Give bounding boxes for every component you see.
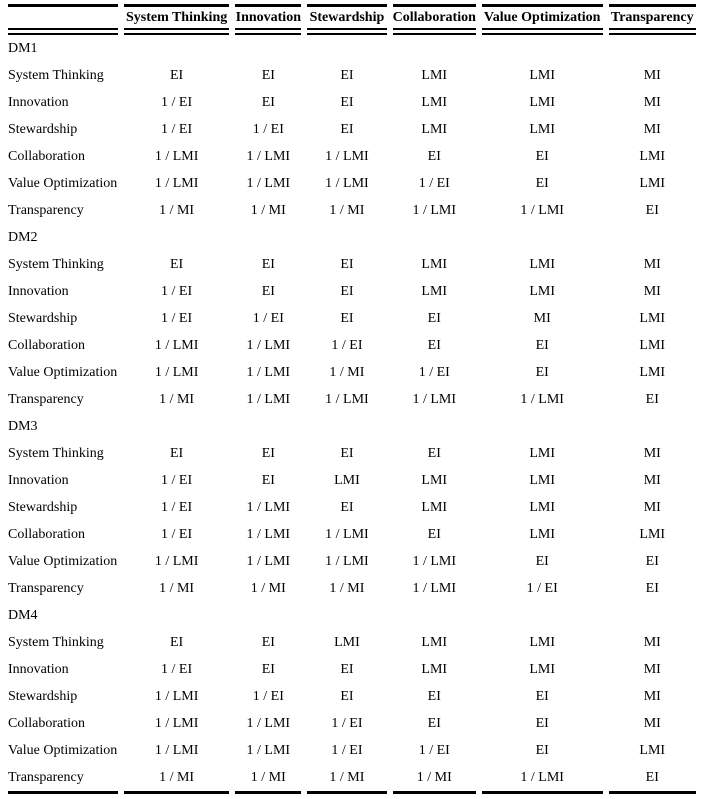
value-cell: LMI [529,121,556,137]
value-cell: 1 / LMI [325,148,369,164]
matrix-row [8,494,696,521]
value-cell: 1 / MI [159,391,195,407]
value-cell: 1 / MI [124,764,230,794]
row-label-cell: Innovation [8,94,69,110]
matrix-row [8,305,696,332]
value-cell: 1 / EI [252,310,284,326]
value-cell: EI [340,661,354,677]
row-label-cell: Innovation [8,472,69,488]
row-label-cell: System Thinking [8,445,104,461]
empty-cell [124,35,230,62]
row-label-cell: Value Optimization [8,553,118,569]
value-cell: 1 / LMI [325,391,369,407]
value-cell: 1 / LMI [154,553,199,569]
value-cell: 1 / LMI [520,391,564,407]
matrix-row [8,467,696,494]
column-header-innovation: Innovation [235,4,301,35]
value-cell: LMI [529,67,556,83]
value-cell: 1 / MI [250,580,286,596]
group-label-cell: DM2 [8,229,38,245]
value-cell: 1 / EI [161,94,193,110]
value-cell: 1 / LMI [154,364,199,380]
value-cell: EI [169,634,184,650]
row-label-cell: Stewardship [8,499,78,515]
value-cell: EI [340,499,354,515]
value-cell: EI [340,67,354,83]
value-cell: LMI [421,94,448,110]
matrix-row [8,170,696,197]
row-label-cell: Transparency [8,391,84,407]
value-cell: EI [645,580,659,596]
row-label-cell: Collaboration [8,337,85,353]
value-cell: LMI [639,526,666,542]
empty-cell [609,413,696,440]
column-header-system-thinking: System Thinking [124,4,230,35]
matrix-row [8,575,696,602]
value-cell: EI [427,526,441,542]
empty-cell [124,602,230,629]
row-label-cell: Value Optimization [8,175,118,191]
empty-cell [482,602,603,629]
row-label-cell: Stewardship [8,688,78,704]
value-cell: 1 / EI [526,580,558,596]
group-row [8,602,696,629]
value-cell: 1 / EI [161,121,193,137]
matrix-row [8,737,696,764]
value-cell: LMI [529,283,556,299]
value-cell: 1 / LMI [325,553,369,569]
matrix-row [8,116,696,143]
matrix-row [8,656,696,683]
value-cell: 1 / LMI [246,391,291,407]
value-cell: 1 / MI [250,202,286,218]
matrix-row [8,386,696,413]
value-cell: 1 / EI [161,472,193,488]
value-cell: 1 / LMI [325,526,369,542]
value-cell: 1 / EI [161,499,193,515]
value-cell: 1 / LMI [412,202,457,218]
value-cell: EI [261,67,275,83]
empty-cell [307,602,386,629]
value-cell: EI [261,472,275,488]
value-cell: LMI [529,94,556,110]
value-cell: EI [340,283,354,299]
value-cell: 1 / LMI [246,553,291,569]
value-cell: 1 / EI [161,310,193,326]
value-cell: EI [609,764,696,794]
value-cell: EI [261,661,275,677]
matrix-row [8,683,696,710]
value-cell: 1 / LMI [412,580,457,596]
empty-cell [235,413,301,440]
row-label-cell: System Thinking [8,634,104,650]
value-cell: 1 / LMI [246,526,291,542]
group-label-cell: DM1 [8,40,38,56]
empty-cell [482,224,603,251]
value-cell: MI [643,472,661,488]
value-cell: MI [643,688,661,704]
empty-cell [124,413,230,440]
value-cell: MI [643,121,661,137]
group-row [8,413,696,440]
value-cell: LMI [529,472,556,488]
value-cell: 1 / EI [331,742,363,758]
value-cell: MI [643,283,661,299]
value-cell: LMI [421,256,448,272]
matrix-row [8,278,696,305]
value-cell: 1 / EI [161,526,193,542]
value-cell: EI [535,553,549,569]
empty-cell [609,35,696,62]
matrix-row [8,251,696,278]
empty-cell [393,602,476,629]
value-cell: EI [169,445,184,461]
row-label-cell: Innovation [8,661,69,677]
value-cell: 1 / EI [418,742,450,758]
value-cell: EI [261,445,275,461]
value-cell: MI [533,310,551,326]
matrix-row [8,710,696,737]
matrix-row [8,143,696,170]
value-cell: EI [427,715,441,731]
value-cell: EI [427,148,441,164]
row-label-cell: Transparency [8,764,118,794]
value-cell: EI [427,310,441,326]
value-cell: 1 / LMI [154,337,199,353]
matrix-row [8,521,696,548]
value-cell: LMI [529,499,556,515]
value-cell: LMI [639,337,666,353]
matrix-row [8,548,696,575]
group-label-cell: DM4 [8,607,38,623]
row-label-cell: System Thinking [8,256,104,272]
matrix-row [8,359,696,386]
value-cell: 1 / MI [329,580,365,596]
empty-cell [235,35,301,62]
value-cell: 1 / EI [418,175,450,191]
value-cell: 1 / EI [161,661,193,677]
value-cell: 1 / MI [159,202,195,218]
value-cell: 1 / LMI [412,391,457,407]
value-cell: EI [535,337,549,353]
value-cell: 1 / EI [331,337,363,353]
value-cell: 1 / LMI [154,148,199,164]
value-cell: EI [645,202,659,218]
value-cell: 1 / EI [161,283,193,299]
value-cell: 1 / EI [331,715,363,731]
matrix-row [8,764,696,794]
value-cell: EI [427,337,441,353]
value-cell: 1 / EI [252,121,284,137]
matrix-row [8,629,696,656]
value-cell: EI [169,256,184,272]
value-cell: 1 / LMI [154,688,199,704]
value-cell: EI [427,688,441,704]
value-cell: MI [643,67,661,83]
group-row [8,35,696,62]
value-cell: EI [261,94,275,110]
matrix-row [8,62,696,89]
matrix-row [8,332,696,359]
value-cell: 1 / LMI [154,715,199,731]
value-cell: 1 / MI [329,364,365,380]
row-label-cell: Value Optimization [8,364,118,380]
row-label-cell: Collaboration [8,715,85,731]
column-header-value-optimization: Value Optimization [482,4,603,35]
empty-cell [393,413,476,440]
empty-cell [235,224,301,251]
value-cell: LMI [529,526,556,542]
value-cell: LMI [334,472,360,488]
value-cell: LMI [421,499,448,515]
value-cell: EI [535,364,549,380]
value-cell: LMI [529,256,556,272]
group-row [8,224,696,251]
empty-cell [609,602,696,629]
value-cell: LMI [639,364,666,380]
value-cell: LMI [639,175,666,191]
value-cell: LMI [639,148,666,164]
empty-cell [307,35,386,62]
matrix-row [8,89,696,116]
empty-cell [609,224,696,251]
value-cell: EI [645,391,659,407]
row-label-cell: Stewardship [8,121,78,137]
value-cell: LMI [421,634,448,650]
value-cell: 1 / LMI [325,175,369,191]
value-cell: MI [643,634,661,650]
value-cell: MI [643,445,661,461]
value-cell: 1 / MI [329,202,365,218]
value-cell: 1 / LMI [154,175,199,191]
value-cell: EI [340,688,354,704]
value-cell: 1 / LMI [482,764,603,794]
value-cell: 1 / LMI [246,148,291,164]
empty-cell [307,413,386,440]
value-cell: 1 / LMI [246,337,291,353]
value-cell: EI [261,634,275,650]
value-cell: LMI [421,283,448,299]
value-cell: EI [535,175,549,191]
value-cell: EI [340,445,354,461]
value-cell: 1 / LMI [412,553,457,569]
value-cell: EI [340,310,354,326]
value-cell: LMI [421,661,448,677]
value-cell: LMI [421,67,448,83]
value-cell: 1 / MI [307,764,386,794]
value-cell: EI [535,742,549,758]
value-cell: 1 / MI [393,764,476,794]
value-cell: LMI [639,742,666,758]
matrix-row [8,197,696,224]
empty-cell [482,413,603,440]
value-cell: 1 / MI [159,580,195,596]
column-header-collaboration: Collaboration [393,4,476,35]
value-cell: EI [340,256,354,272]
empty-cell [235,602,301,629]
pairwise-comparison-table [2,4,702,794]
value-cell: EI [340,121,354,137]
value-cell: MI [643,661,661,677]
value-cell: LMI [529,634,556,650]
row-label-cell: System Thinking [8,67,104,83]
value-cell: MI [643,499,661,515]
value-cell: 1 / LMI [154,742,199,758]
value-cell: 1 / LMI [520,202,564,218]
column-header-transparency: Transparency [609,4,696,35]
value-cell: EI [261,283,275,299]
value-cell: LMI [639,310,666,326]
value-cell: EI [340,94,354,110]
value-cell: EI [169,67,184,83]
value-cell: LMI [421,472,448,488]
value-cell: LMI [529,661,556,677]
value-cell: EI [427,445,441,461]
value-cell: MI [643,94,661,110]
value-cell: LMI [421,121,448,137]
column-header-stewardship: Stewardship [307,4,386,35]
empty-cell [482,35,603,62]
value-cell: MI [643,715,661,731]
group-label-cell: DM3 [8,418,38,434]
row-label-cell: Innovation [8,283,69,299]
value-cell: 1 / MI [235,764,301,794]
row-label-cell: Transparency [8,202,84,218]
value-cell: MI [643,256,661,272]
value-cell: EI [261,256,275,272]
row-label-cell: Collaboration [8,148,85,164]
value-cell: EI [535,148,549,164]
empty-cell [124,224,230,251]
empty-cell [307,224,386,251]
row-label-cell: Stewardship [8,310,78,326]
value-cell: 1 / EI [418,364,450,380]
value-cell: 1 / LMI [246,742,291,758]
value-cell: 1 / EI [252,688,284,704]
row-label-cell: Value Optimization [8,742,118,758]
row-label-cell: Transparency [8,580,84,596]
value-cell: 1 / LMI [246,499,291,515]
row-label-cell: Collaboration [8,526,85,542]
value-cell: LMI [334,634,360,650]
value-cell: 1 / LMI [246,364,291,380]
value-cell: 1 / LMI [246,715,291,731]
empty-cell [393,224,476,251]
value-cell: LMI [529,445,556,461]
matrix-row [8,440,696,467]
value-cell: EI [535,715,549,731]
value-cell: EI [645,553,659,569]
value-cell: 1 / LMI [246,175,291,191]
empty-cell [393,35,476,62]
value-cell: EI [535,688,549,704]
corner-cell [8,4,118,35]
header-row [8,4,696,35]
